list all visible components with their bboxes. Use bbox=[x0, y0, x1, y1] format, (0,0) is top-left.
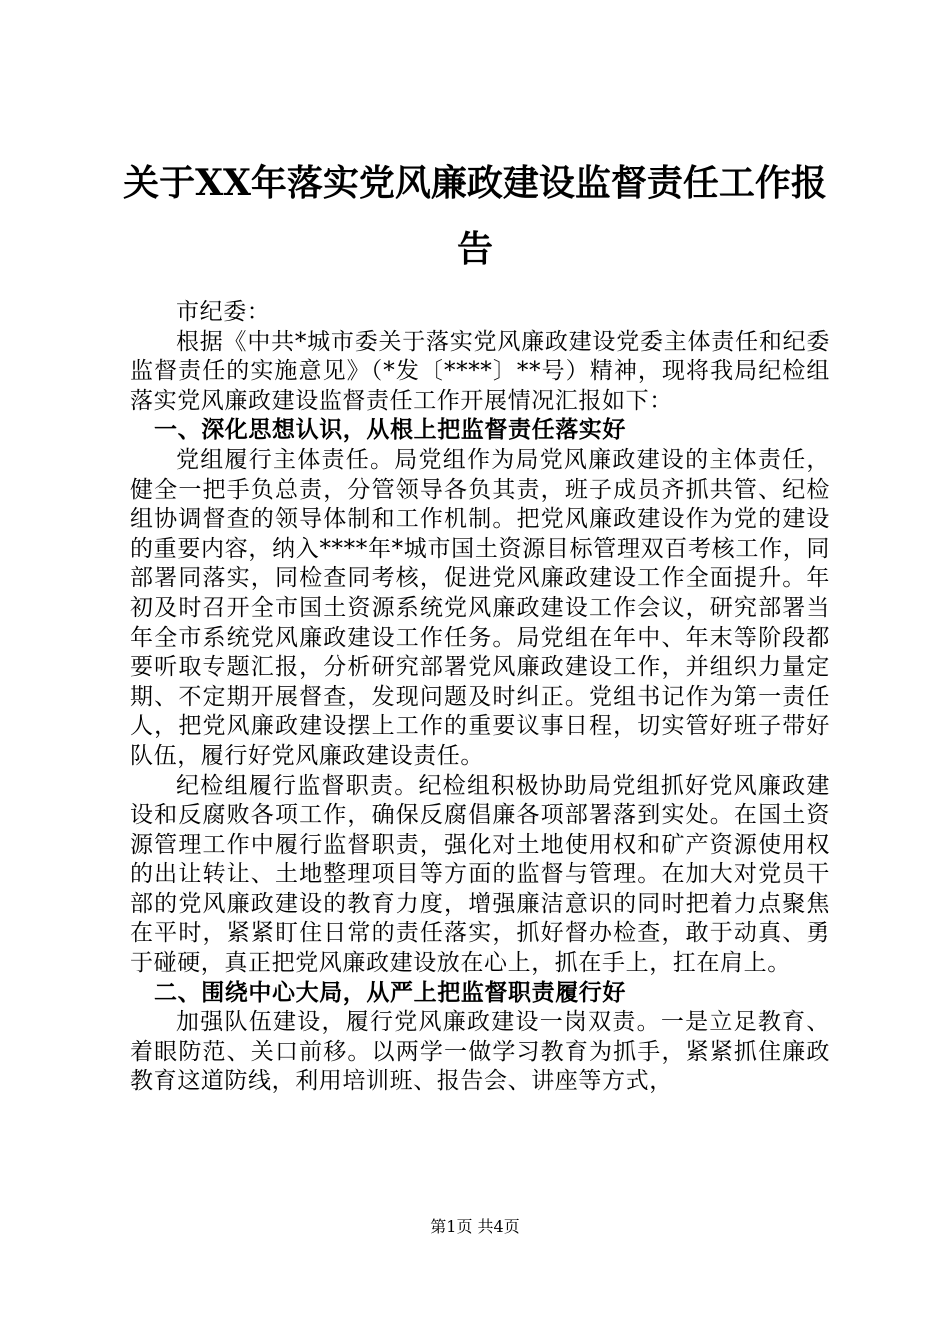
intro-paragraph: 根据《中共*城市委关于落实党风廉政建设党委主体责任和纪委监督责任的实施意见》（*发〔****〕**号）精神，现将我局纪检组落实党风廉政建设监督责任工作开展情况汇报如下： bbox=[130, 328, 830, 414]
section-1-paragraph-2: 纪检组履行监督职责。纪检组积极协助局党组抓好党风廉政建设和反腐败各项工作，确保反腐倡廉各项部署落到实处。在国土资源管理工作中履行监督职责，强化对土地使用权和矿产资源使用权的出让转让、土地整理项目等方面的监督与管理。在加大对党员干部的党风廉政建设的教育力度，增强廉洁意识的同时把着力点聚焦在平时，紧紧盯住日常的责任落实，抓好督办检查，敢于动真、勇于碰硬，真正把党风廉政建设放在心上，抓在手上，扛在肩上。 bbox=[130, 772, 830, 977]
document-title: 关于XX年落实党风廉政建设监督责任工作报告 bbox=[123, 162, 827, 270]
page-footer: 第1页 共4页 bbox=[430, 1217, 520, 1236]
document-body bbox=[130, 298, 830, 1097]
section-heading-2: 二、围绕中心大局，从严上把监督职责履行好 bbox=[154, 979, 626, 1006]
section-1-paragraph-1: 党组履行主体责任。局党组作为局党风廉政建设的主体责任，健全一把手负总责，分管领导各负其责，班子成员齐抓共管、纪检组协调督查的领导体制和工作机制。把党风廉政建设作为党的建设的重要内容，纳入****年*城市国土资源目标管理双百考核工作，同部署同落实，同检查同考核，促进党风廉政建设工作全面提升。年初及时召开全市国土资源系统党风廉政建设工作会议，研究部署当年全市系统党风廉政建设工作任务。局党组在年中、年末等阶段都要听取专题汇报，分析研究部署党风廉政建设工作，并组织力量定期、不定期开展督查，发现问题及时纠正。党组书记作为第一责任人，把党风廉政建设摆上工作的重要议事日程，切实管好班子带好队伍，履行好党风廉政建设责任。 bbox=[130, 446, 830, 769]
section-2-paragraph-1: 加强队伍建设，履行党风廉政建设一岗双责。一是立足教育、着眼防范、关口前移。以两学一做学习教育为抓手，紧紧抓住廉政教育这道防线，利用培训班、报告会、讲座等方式， bbox=[130, 1009, 830, 1095]
salutation: 市纪委： bbox=[176, 299, 271, 325]
section-heading-1: 一、深化思想认识，从根上把监督责任落实好 bbox=[154, 417, 626, 444]
